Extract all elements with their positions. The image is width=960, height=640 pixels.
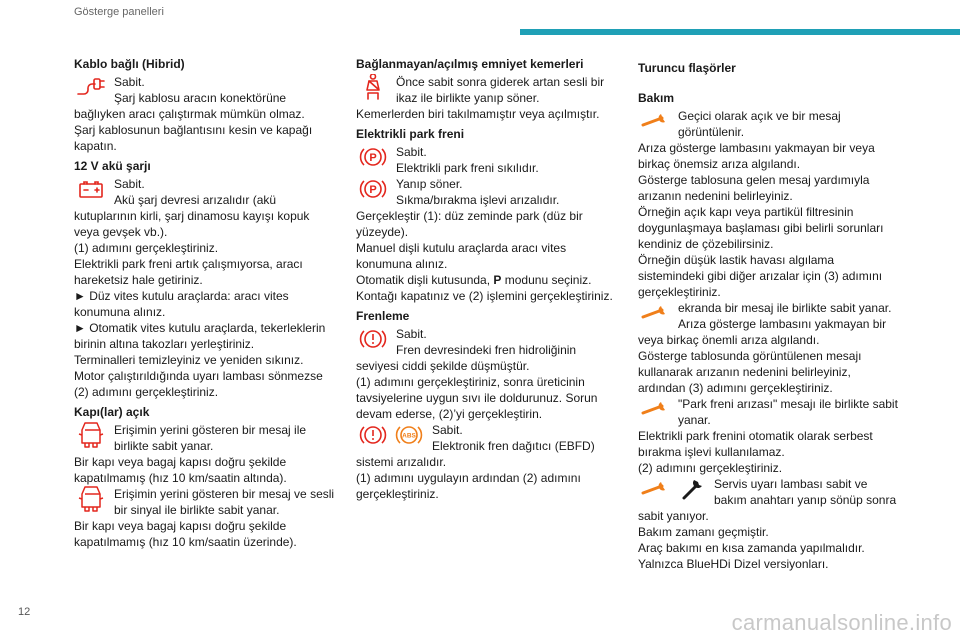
text-line: ekranda bir mesaj ile birlikte sabit yanar.: [678, 301, 892, 315]
text-line: gerçekleştiriniz.: [638, 285, 721, 299]
text-line: sistemi arızalıdır.: [356, 455, 447, 469]
text-line: Yalnızca BlueHDi Dizel versiyonları.: [638, 557, 829, 571]
text-line: Araç bakımı en kısa zamanda yapılmalıdır.: [638, 541, 865, 555]
brake-warning-icon: [358, 423, 388, 447]
section-heading-orange: Turuncu flaşörler: [638, 61, 736, 75]
text-line: görüntülenir.: [678, 125, 745, 139]
text-line: Kontağı kapatınız ve (2) işlemini gerçekleştiriniz.: [356, 289, 613, 303]
text-line: birlikte sabit yanar.: [114, 439, 214, 453]
car-door-open-icon: [76, 423, 106, 447]
text-line: Elektrikli park freni sıkılıdır.: [396, 161, 539, 175]
watermark: carmanualsonline.info: [731, 610, 952, 635]
text-line: Arıza gösterge lambasını yakmayan bir: [678, 317, 887, 331]
text-line: (1) adımını gerçekleştiriniz.: [74, 241, 219, 255]
text-line: (2) adımını gerçekleştiriniz.: [638, 461, 783, 475]
column-3: [638, 56, 906, 572]
text-line: devam ederse, (2)’yi gerçekleştirin.: [356, 407, 543, 421]
section-service: [638, 90, 906, 572]
text-line: Sıkma/bırakma işlevi arızalıdır.: [396, 193, 560, 207]
text-fragment: Otomatik dişli kutusunda,: [356, 273, 494, 287]
text-line: bakım anahtarı yanıp sönüp sonra: [714, 493, 897, 507]
text-line: bırakma işlevi kullanılamaz.: [638, 445, 785, 459]
text-line: Elektronik fren dağıtıcı (EBFD): [432, 439, 595, 453]
text-line: Gösterge tablosunda görüntülenen mesajı: [638, 349, 862, 363]
text-line: arızanın nedenini belirleyiniz.: [638, 189, 793, 203]
mode-p-label: P: [493, 273, 502, 287]
text-line: Geçici olarak açık ve bir mesaj: [678, 109, 841, 123]
text-line: birkaç önemsiz arıza algılandı.: [638, 157, 801, 171]
text-line: Terminalleri temizleyiniz ve yeniden sıkınız.: [74, 353, 304, 367]
text-line: ► Otomatik vites kutulu araçlarda, tekerleklerin: [74, 321, 326, 335]
text-line: birinin altına takozları yerleştiriniz.: [74, 337, 255, 351]
seatbelt-icon: [358, 75, 388, 99]
text-line: seviyesi ciddi şekilde düşmüştür.: [356, 359, 530, 373]
text-line: Bir kapı veya bagaj kapısı doğru şekilde: [74, 519, 287, 533]
car-door-open-icon: [76, 487, 106, 511]
header-title: Gösterge panelleri: [74, 6, 164, 18]
text-line: Yanıp söner.: [396, 177, 463, 191]
wrench-icon: [680, 477, 706, 501]
plug-cable-icon: [76, 75, 106, 99]
section-braking: [356, 308, 618, 502]
column-2: [356, 56, 618, 502]
text-line: yüzeyde).: [356, 225, 409, 239]
abs-label: ABS: [402, 432, 416, 440]
text-line: Sabit.: [396, 327, 427, 341]
text-line: Örneğin düşük lastik havası algılama: [638, 253, 835, 267]
header-accent-bar: [520, 29, 960, 35]
page-number: 12: [18, 606, 31, 618]
text-line: kendiniz de çözebilirsiniz.: [638, 237, 774, 251]
text-line: Erişimin yerini gösteren bir mesaj ve sesli: [114, 487, 335, 501]
text-line: ► Düz vites kutulu araçlarda: aracı vites: [74, 289, 289, 303]
section-door: [74, 404, 336, 550]
text-line: Örneğin açık kapı veya partikül filtresinin: [638, 205, 854, 219]
text-line: Sabit.: [114, 177, 145, 191]
text-line: kullanarak arızanın nedenini belirleyiniz,: [638, 365, 851, 379]
text-line: Akü şarj devresi arızalıdır (akü: [114, 193, 277, 207]
text-line: Erişimin yerini gösteren bir mesaj ile: [114, 423, 307, 437]
text-line: (2) adımını gerçekleştiriniz.: [74, 385, 219, 399]
text-line: tavsiyelerine uygun sıvı ile doldurunuz. Sorun: [356, 391, 598, 405]
abs-icon: [394, 423, 424, 447]
column-1: [74, 56, 336, 550]
text-line: kapatılmamış (hız 10 km/saatin altında).: [74, 471, 287, 485]
service-wrench-icon: [640, 397, 670, 421]
section-park-brake: [356, 126, 618, 304]
parking-brake-icon: [358, 145, 388, 169]
section-battery: [74, 158, 336, 400]
text-line: konumuna alınız.: [356, 257, 448, 271]
parking-brake-icon: [358, 177, 388, 201]
text-line: konumuna alınız.: [74, 305, 166, 319]
text-line: (1) adımını gerçekleştiriniz, sonra üreticinin: [356, 375, 585, 389]
text-line: veya gevşek vb.).: [74, 225, 168, 239]
text-line: Servis uyarı lambası sabit ve: [714, 477, 868, 491]
text-line: Sabit.: [432, 423, 463, 437]
section-title: 12 V akü şarjı: [74, 159, 151, 173]
text-line: Motor çalıştırıldığında uyarı lambası sönmezse: [74, 369, 323, 383]
section-title: Kablo bağlı (Hibrid): [74, 57, 185, 71]
text-line: Kemerlerden biri takılmamıştır veya açılmıştır.: [356, 107, 600, 121]
text-line: gerçekleştiriniz.: [356, 487, 439, 501]
text-line: ikaz ile birlikte yanıp söner.: [396, 91, 540, 105]
text-line: Manuel dişli kutulu araçlarda aracı vites: [356, 241, 567, 255]
text-line: [356, 272, 618, 288]
text-line: kutuplarının kirli, şarj dinamosu kayışı kopuk: [74, 209, 310, 223]
section-belt: [356, 56, 618, 122]
svg-text:P: P: [369, 184, 377, 196]
text-line: Bakım zamanı geçmiştir.: [638, 525, 769, 539]
svg-text:P: P: [369, 152, 377, 164]
text-line: veya birkaç önemli arıza algılandı.: [638, 333, 820, 347]
brake-warning-icon: [358, 327, 388, 351]
text-line: Arıza gösterge lambasını yakmayan bir veya: [638, 141, 875, 155]
text-line: Elektrikli park frenini otomatik olarak serbest: [638, 429, 873, 443]
text-line: Önce sabit sonra giderek artan sesli bir: [396, 75, 605, 89]
text-line: hareketsiz hale getiriniz.: [74, 273, 203, 287]
text-line: Elektrikli park freni artık çalışmıyorsa, aracı: [74, 257, 303, 271]
section-title: Bakım: [638, 91, 675, 105]
text-line: kapatılmamış (hız 10 km/saatin üzerinde).: [74, 535, 297, 549]
section-title: Bağlanmayan/açılmış emniyet kemerleri: [356, 57, 584, 71]
text-line: kapatın.: [74, 139, 117, 153]
text-fragment: modunu seçiniz.: [501, 273, 592, 287]
text-line: Sabit.: [396, 145, 427, 159]
text-line: yanar.: [678, 413, 711, 427]
text-line: Bir kapı veya bagaj kapısı doğru şekilde: [74, 455, 287, 469]
text-line: Fren devresindeki fren hidroliğinin: [396, 343, 577, 357]
section-title: Frenleme: [356, 309, 410, 323]
text-line: (1) adımını uygulayın ardından (2) adımını: [356, 471, 581, 485]
text-line: "Park freni arızası" mesajı ile birlikte sabit: [678, 397, 898, 411]
text-line: sistemindeki gibi diğer arızalar için (3) adımını: [638, 269, 883, 283]
text-line: sabit yanıyor.: [638, 509, 709, 523]
service-wrench-icon: [640, 109, 670, 133]
service-wrench-icon: [640, 301, 670, 325]
text-line: doygunlaşmaya başlaması gibi belirli sorunları: [638, 221, 884, 235]
text-line: Şarj kablosu aracın konektörüne: [114, 91, 287, 105]
section-title: Elektrikli park freni: [356, 127, 465, 141]
battery-icon: [76, 177, 106, 201]
section-title: Kapı(lar) açık: [74, 405, 150, 419]
text-line: ardından (3) adımını gerçekleştiriniz.: [638, 381, 833, 395]
text-line: bağlıyken aracı çalıştırmak mümkün olmaz.: [74, 107, 305, 121]
text-line: bir sinyal ile birlikte sabit yanar.: [114, 503, 280, 517]
text-line: Şarj kablosunun bağlantısını kesin ve kapağı: [74, 123, 313, 137]
text-line: Gösterge tablosuna gelen mesaj yardımıyla: [638, 173, 870, 187]
section-cable: [74, 56, 336, 154]
text-line: Gerçekleştir (1): düz zeminde park (düz bir: [356, 209, 583, 223]
service-wrench-icon: [640, 477, 670, 501]
text-line: Sabit.: [114, 75, 145, 89]
